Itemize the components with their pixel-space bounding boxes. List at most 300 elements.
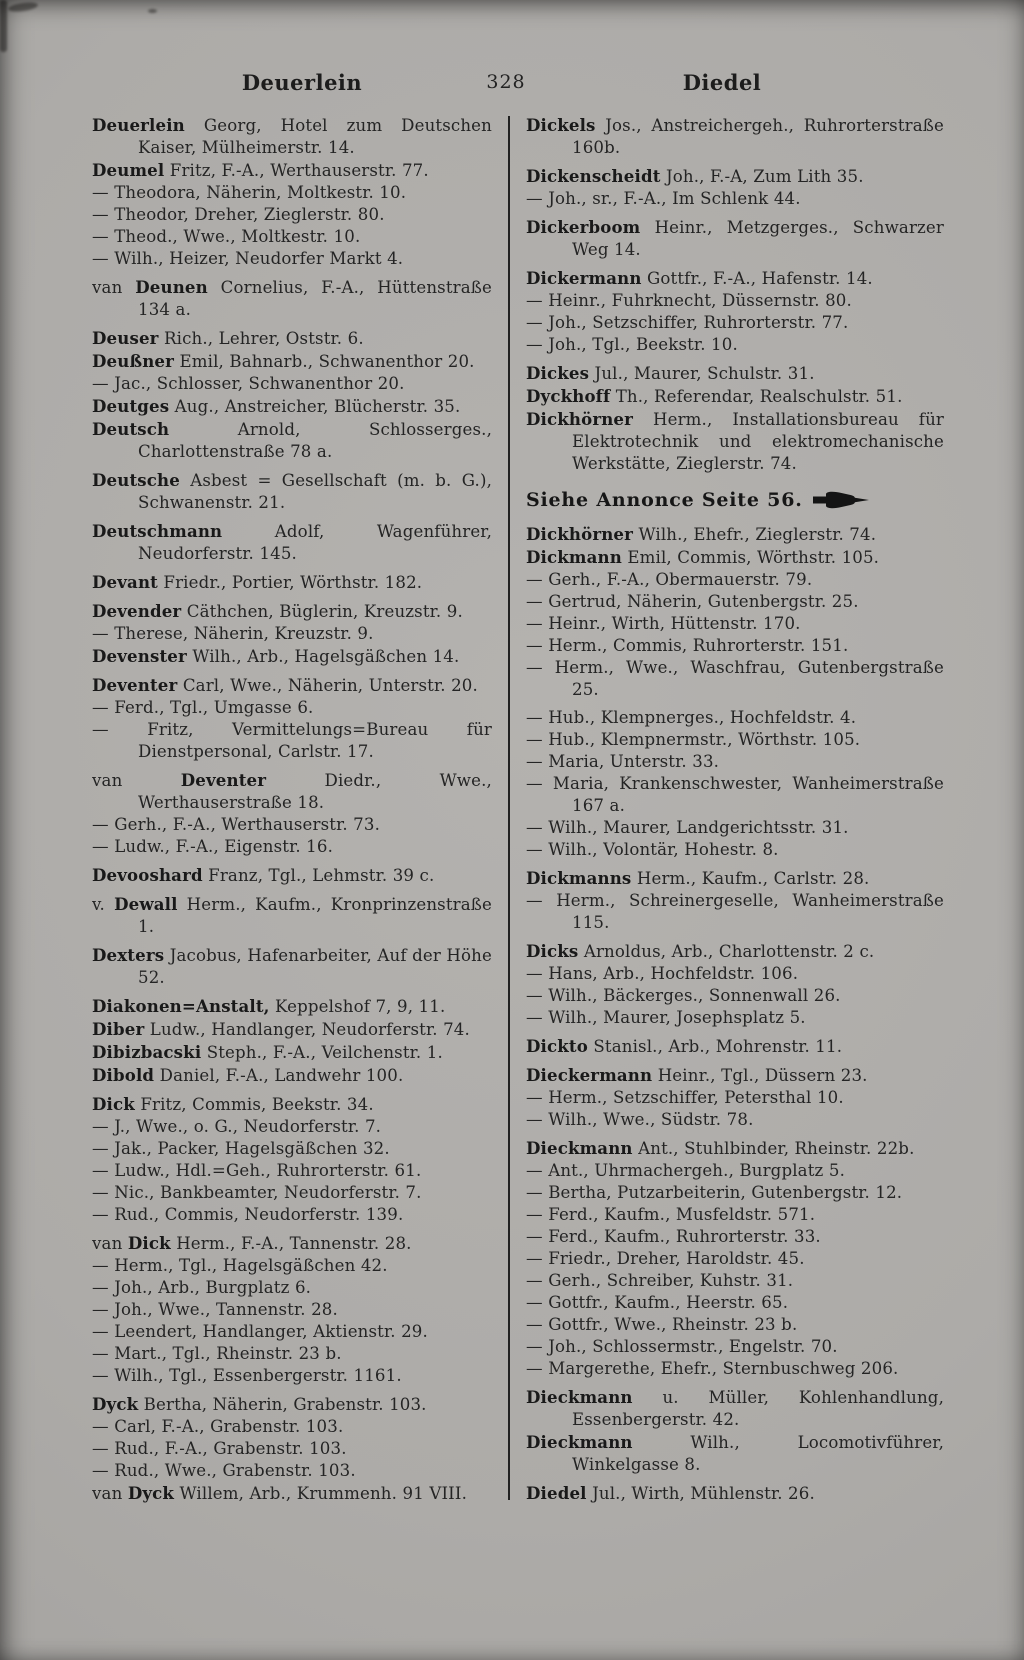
- directory-entry: [526, 839, 944, 861]
- entry-prefix: —: [92, 1205, 109, 1224]
- entry-prefix: —: [92, 698, 109, 717]
- entry-surname: Dick: [92, 1094, 135, 1114]
- directory-entry: [92, 520, 492, 565]
- entry-surname: Dickenscheidt: [526, 166, 661, 186]
- left-column: [92, 114, 492, 1506]
- directory-entry: [526, 1386, 944, 1431]
- directory-entry: [526, 188, 944, 210]
- entry-surname: Dickhörner: [526, 409, 634, 429]
- entry-details: Ludw., Hdl.=Geh., Ruhrorterstr. 61.: [114, 1161, 422, 1180]
- directory-entry: [92, 248, 492, 270]
- entry-prefix: —: [92, 720, 109, 739]
- entry-prefix: —: [92, 183, 109, 202]
- entry-details: Diedr., Wwe., Werthauserstraße 18.: [138, 771, 492, 812]
- directory-entry: [92, 114, 492, 159]
- entry-surname: Dibold: [92, 1065, 155, 1085]
- entry-prefix: —: [526, 1161, 543, 1180]
- entry-prefix: —: [92, 1322, 109, 1341]
- entry-details: Margerethe, Ehefr., Sternbuschweg 206.: [548, 1359, 899, 1378]
- entry-prefix: —: [526, 891, 543, 910]
- entry-surname: Dickerboom: [526, 217, 641, 237]
- entry-details: Joh., Setzschiffer, Ruhrorterstr. 77.: [548, 313, 849, 332]
- directory-entry: [92, 1416, 492, 1438]
- directory-entry: [92, 1232, 492, 1255]
- directory-entry: [526, 591, 944, 613]
- entry-surname: Dickhörner: [526, 524, 634, 544]
- entry-surname: Devooshard: [92, 865, 203, 885]
- entry-surname: Dickes: [526, 363, 590, 383]
- entry-details: Wilh., Volontär, Hohestr. 8.: [548, 840, 779, 859]
- directory-entry: [526, 613, 944, 635]
- directory-entry: [92, 159, 492, 182]
- scan-artifact: [8, 1, 39, 13]
- directory-entry: [526, 523, 944, 546]
- entry-prefix: —: [526, 313, 543, 332]
- directory-entry: [92, 373, 492, 395]
- entry-surname: Dibizbacski: [92, 1042, 202, 1062]
- entry-prefix: —: [92, 1366, 109, 1385]
- directory-columns: [0, 114, 1024, 1506]
- entry-prefix: —: [92, 1300, 109, 1319]
- entry-details: Mart., Tgl., Rheinstr. 23 b.: [114, 1344, 342, 1363]
- entry-details: Joh., F.-A, Zum Lith 35.: [665, 167, 864, 186]
- directory-entry: [526, 1007, 944, 1029]
- directory-entry: [92, 893, 492, 938]
- entry-details: Cäthchen, Büglerin, Kreuzstr. 9.: [186, 602, 463, 621]
- entry-surname: Diakonen=Anstalt,: [92, 996, 270, 1016]
- entry-details: Wilh., Bäckerges., Sonnenwall 26.: [548, 986, 841, 1005]
- entry-details: Bertha, Näherin, Grabenstr. 103.: [143, 1395, 427, 1414]
- entry-surname: Dicks: [526, 941, 579, 961]
- entry-prefix: —: [92, 1439, 109, 1458]
- entry-details: Asbest = Gesellschaft (m. b. G.), Schwanenstr. 21.: [138, 471, 492, 512]
- directory-entry: [92, 276, 492, 321]
- entry-details: Jul., Wirth, Mühlenstr. 26.: [592, 1484, 815, 1503]
- directory-entry: [92, 1343, 492, 1365]
- directory-entry: [92, 600, 492, 623]
- entry-surname: Dickmanns: [526, 868, 632, 888]
- entry-details: Herm., Schreinergeselle, Wanheimerstraße 115.: [556, 891, 944, 932]
- entry-surname: Diber: [92, 1019, 145, 1039]
- entry-prefix: —: [526, 774, 543, 793]
- entry-prefix: —: [92, 837, 109, 856]
- entry-details: Willem, Arb., Krummenh. 91 VIII.: [179, 1484, 468, 1503]
- entry-details: Ant., Uhrmachergeh., Burgplatz 5.: [548, 1161, 845, 1180]
- entry-details: Wilh., Maurer, Landgerichtsstr. 31.: [548, 818, 849, 837]
- directory-entry: [92, 1160, 492, 1182]
- entry-details: Maria, Unterstr. 33.: [548, 752, 720, 771]
- directory-entry: [92, 1321, 492, 1343]
- see-advert-text: Siehe Annonce Seite 56.: [526, 489, 803, 511]
- entry-details: Jos., Anstreichergeh., Ruhrorterstraße 160b.: [572, 116, 944, 157]
- entry-surname: Dickels: [526, 115, 596, 135]
- directory-entry: [526, 1109, 944, 1131]
- entry-prefix: —: [526, 1205, 543, 1224]
- entry-surname: Deuser: [92, 328, 159, 348]
- directory-entry: [526, 1182, 944, 1204]
- entry-details: Wilh., Heizer, Neudorfer Markt 4.: [114, 249, 404, 268]
- entry-prefix: —: [92, 1256, 109, 1275]
- entry-surname: Dickmann: [526, 547, 622, 567]
- entry-details: Ant., Stuhlbinder, Rheinstr. 22b.: [638, 1139, 915, 1158]
- entry-prefix: —: [526, 335, 543, 354]
- entry-details: Fritz, Commis, Beekstr. 34.: [140, 1095, 374, 1114]
- entry-details: Jak., Packer, Hagelsgäßchen 32.: [114, 1139, 390, 1158]
- entry-prefix: —: [526, 1183, 543, 1202]
- directory-entry: [92, 1093, 492, 1116]
- entry-prefix: —: [92, 1278, 109, 1297]
- header-right-keyword: Diedel: [682, 70, 762, 95]
- directory-entry: [92, 645, 492, 668]
- page-number: 328: [486, 71, 526, 93]
- directory-entry: [526, 985, 944, 1007]
- entry-prefix: —: [526, 570, 543, 589]
- entry-prefix: van: [92, 1234, 123, 1253]
- entry-details: Herm., Setzschiffer, Petersthal 10.: [548, 1088, 844, 1107]
- entry-prefix: —: [526, 986, 543, 1005]
- directory-entry: [92, 623, 492, 645]
- entry-surname: Dieckmann: [526, 1138, 633, 1158]
- directory-entry: [92, 350, 492, 373]
- directory-entry: [92, 1182, 492, 1204]
- entry-surname: Deutsch: [92, 419, 170, 439]
- entry-prefix: —: [526, 1249, 543, 1268]
- directory-entry: [92, 469, 492, 514]
- directory-entry: [526, 1336, 944, 1358]
- directory-entry: [92, 327, 492, 350]
- entry-details: Joh., Tgl., Beekstr. 10.: [548, 335, 738, 354]
- entry-details: Wilh., Tgl., Essenbergerstr. 1161.: [114, 1366, 402, 1385]
- directory-entry: [92, 204, 492, 226]
- entry-details: Hub., Klempnerges., Hochfeldstr. 4.: [548, 708, 857, 727]
- directory-entry: [92, 1116, 492, 1138]
- entry-prefix: —: [92, 249, 109, 268]
- entry-surname: Devant: [92, 572, 158, 592]
- directory-entry: [526, 817, 944, 839]
- entry-prefix: —: [92, 1161, 109, 1180]
- entry-details: Nic., Bankbeamter, Neudorferstr. 7.: [114, 1183, 422, 1202]
- entry-details: Gerh., F.-A., Obermauerstr. 79.: [548, 570, 813, 589]
- directory-entry: [526, 385, 944, 408]
- entry-details: Maria, Krankenschwester, Wanheimerstraße 167 a.: [552, 774, 944, 815]
- entry-details: Fritz, F.-A., Werthauserstr. 77.: [169, 161, 429, 180]
- entry-prefix: —: [526, 1088, 543, 1107]
- entry-details: Ferd., Tgl., Umgasse 6.: [114, 698, 314, 717]
- entry-surname: Diedel: [526, 1483, 587, 1503]
- entry-prefix: v.: [92, 895, 105, 914]
- entry-details: Wilh., Maurer, Josephsplatz 5.: [548, 1008, 806, 1027]
- entry-details: Friedr., Dreher, Haroldstr. 45.: [548, 1249, 805, 1268]
- entry-details: Stanisl., Arb., Mohrenstr. 11.: [593, 1037, 843, 1056]
- entry-details: Georg, Hotel zum Deutschen Kaiser, Mülheimerstr. 14.: [138, 116, 492, 157]
- entry-details: Carl, F.-A., Grabenstr. 103.: [114, 1417, 344, 1436]
- directory-entry: [526, 1035, 944, 1058]
- entry-prefix: —: [526, 1110, 543, 1129]
- entry-details: Ludw., Handlanger, Neudorferstr. 74.: [149, 1020, 470, 1039]
- directory-entry: [92, 395, 492, 418]
- directory-entry: [526, 940, 944, 963]
- directory-entry: [92, 719, 492, 763]
- entry-details: Wilh., Wwe., Südstr. 78.: [548, 1110, 754, 1129]
- directory-entry: [92, 571, 492, 594]
- directory-entry: [92, 1438, 492, 1460]
- entry-details: Heinr., Metzgerges., Schwarzer Weg 14.: [572, 218, 944, 259]
- entry-surname: Dewall: [114, 894, 178, 914]
- entry-details: Jacobus, Hafenarbeiter, Auf der Höhe 52.: [138, 946, 492, 987]
- directory-entry: [92, 1018, 492, 1041]
- entry-prefix: —: [526, 592, 543, 611]
- directory-entry: [92, 1138, 492, 1160]
- entry-details: Rich., Lehrer, Oststr. 6.: [164, 329, 364, 348]
- entry-surname: Dick: [127, 1233, 171, 1253]
- entry-prefix: —: [526, 1227, 543, 1246]
- directory-entry: [92, 1204, 492, 1226]
- directory-entry: [92, 226, 492, 248]
- directory-entry: [526, 1226, 944, 1248]
- entry-details: Emil, Commis, Wörthstr. 105.: [627, 548, 880, 567]
- directory-entry: [526, 408, 944, 475]
- manicule-icon: [813, 491, 869, 509]
- entry-prefix: —: [526, 614, 543, 633]
- scan-artifact: [148, 9, 157, 13]
- entry-prefix: —: [92, 1139, 109, 1158]
- directory-entry: [526, 546, 944, 569]
- directory-entry: [526, 1358, 944, 1380]
- entry-details: Rud., Wwe., Grabenstr. 103.: [114, 1461, 356, 1480]
- directory-entry: [92, 418, 492, 463]
- entry-prefix: —: [92, 1344, 109, 1363]
- directory-entry: [526, 1292, 944, 1314]
- directory-entry: [526, 867, 944, 890]
- directory-entry: [92, 1299, 492, 1321]
- entry-surname: Dieckmann: [526, 1432, 633, 1452]
- entry-surname: Dyck: [92, 1394, 139, 1414]
- directory-entry: [92, 1460, 492, 1482]
- entry-surname: Deutsche: [92, 470, 180, 490]
- entry-details: Keppelshof 7, 9, 11.: [275, 997, 446, 1016]
- entry-details: Cornelius, F.-A., Hüttenstraße 134 a.: [138, 278, 492, 319]
- entry-surname: Dexters: [92, 945, 165, 965]
- directory-entry: [92, 814, 492, 836]
- entry-prefix: —: [526, 1271, 543, 1290]
- entry-details: Herm., Wwe., Waschfrau, Gutenbergstraße 25.: [554, 658, 944, 699]
- directory-entry: [526, 635, 944, 657]
- entry-prefix: —: [526, 1293, 543, 1312]
- entry-prefix: —: [526, 752, 543, 771]
- directory-entry: [526, 362, 944, 385]
- directory-entry: [526, 773, 944, 817]
- entry-details: Rud., Commis, Neudorferstr. 139.: [114, 1205, 404, 1224]
- directory-entry: [92, 1277, 492, 1299]
- directory-entry: [526, 114, 944, 159]
- entry-details: Ferd., Kaufm., Musfeldstr. 571.: [548, 1205, 816, 1224]
- entry-details: Heinr., Fuhrknecht, Düssernstr. 80.: [548, 291, 852, 310]
- entry-prefix: —: [92, 1183, 109, 1202]
- directory-entry: [526, 334, 944, 356]
- entry-surname: Deuerlein: [92, 115, 185, 135]
- entry-details: Gottfr., F.-A., Hafenstr. 14.: [646, 269, 873, 288]
- directory-entry: [526, 1087, 944, 1109]
- entry-details: Daniel, F.-A., Landwehr 100.: [159, 1066, 404, 1085]
- directory-entry: [526, 707, 944, 729]
- directory-entry: [92, 769, 492, 814]
- entry-details: Franz, Tgl., Lehmstr. 39 c.: [208, 866, 435, 885]
- entry-prefix: —: [92, 1461, 109, 1480]
- entry-prefix: —: [526, 730, 543, 749]
- entry-details: Gertrud, Näherin, Gutenbergstr. 25.: [548, 592, 859, 611]
- entry-details: Fritz, Vermittelungs=Bureau für Dienstpersonal, Carlstr. 17.: [138, 720, 492, 761]
- entry-prefix: —: [526, 964, 543, 983]
- column-divider: [508, 116, 510, 1500]
- directory-entry: [526, 1314, 944, 1336]
- entry-details: Heinr., Tgl., Düssern 23.: [657, 1066, 868, 1085]
- entry-surname: Deunen: [135, 277, 208, 297]
- entry-surname: Deußner: [92, 351, 175, 371]
- entry-details: Joh., Arb., Burgplatz 6.: [114, 1278, 312, 1297]
- entry-details: J., Wwe., o. G., Neudorferstr. 7.: [114, 1117, 382, 1136]
- entry-details: Theodora, Näherin, Moltkestr. 10.: [114, 183, 407, 202]
- directory-entry: [526, 890, 944, 934]
- directory-entry: [526, 1482, 944, 1505]
- directory-entry: [92, 1482, 492, 1505]
- entry-details: Wilh., Arb., Hagelsgäßchen 14.: [192, 647, 460, 666]
- directory-entry: [526, 312, 944, 334]
- directory-entry: [526, 1270, 944, 1292]
- header-left-keyword: Deuerlein: [241, 70, 363, 95]
- entry-details: Herm., Kaufm., Carlstr. 28.: [636, 869, 870, 888]
- directory-entry: [526, 963, 944, 985]
- directory-entry: [92, 995, 492, 1018]
- entry-prefix: —: [92, 374, 109, 393]
- directory-entry: [92, 1393, 492, 1416]
- directory-entry: [526, 729, 944, 751]
- entry-surname: Devender: [92, 601, 182, 621]
- entry-details: Heinr., Wirth, Hüttenstr. 170.: [548, 614, 801, 633]
- entry-prefix: —: [92, 815, 109, 834]
- entry-prefix: —: [526, 189, 543, 208]
- entry-prefix: —: [92, 1417, 109, 1436]
- entry-details: Jac., Schlosser, Schwanenthor 20.: [114, 374, 405, 393]
- entry-details: Therese, Näherin, Kreuzstr. 9.: [114, 624, 374, 643]
- directory-entry: [92, 674, 492, 697]
- entry-details: Hub., Klempnermstr., Wörthstr. 105.: [548, 730, 861, 749]
- entry-details: Adolf, Wagenführer, Neudorferstr. 145.: [138, 522, 492, 563]
- directory-entry: [526, 657, 944, 701]
- directory-entry: [92, 944, 492, 989]
- entry-surname: Dieckmann: [526, 1387, 633, 1407]
- entry-details: Ferd., Kaufm., Ruhrorterstr. 33.: [548, 1227, 821, 1246]
- entry-prefix: —: [92, 1117, 109, 1136]
- entry-details: Gerh., Schreiber, Kuhstr. 31.: [548, 1271, 794, 1290]
- entry-details: Herm., Kaufm., Kronprinzenstraße 1.: [138, 895, 492, 936]
- entry-surname: Dyck: [127, 1483, 175, 1503]
- entry-details: Bertha, Putzarbeiterin, Gutenbergstr. 12.: [548, 1183, 903, 1202]
- entry-prefix: van: [92, 771, 123, 790]
- entry-details: Arnoldus, Arb., Charlottenstr. 2 c.: [583, 942, 875, 961]
- directory-entry: [526, 1204, 944, 1226]
- entry-prefix: —: [526, 291, 543, 310]
- entry-details: Gerh., F.-A., Werthauserstr. 73.: [114, 815, 381, 834]
- directory-entry: [526, 165, 944, 188]
- directory-entry: [92, 836, 492, 858]
- entry-prefix: van: [92, 278, 123, 297]
- entry-surname: Deutschmann: [92, 521, 223, 541]
- entry-details: Th., Referendar, Realschulstr. 51.: [615, 387, 903, 406]
- entry-details: u. Müller, Kohlenhandlung, Essenbergerstr. 42.: [572, 1388, 944, 1429]
- entry-prefix: —: [526, 1008, 543, 1027]
- directory-entry: [526, 1137, 944, 1160]
- directory-entry: [526, 1160, 944, 1182]
- entry-surname: Dickermann: [526, 268, 642, 288]
- entry-details: Rud., F.-A., Grabenstr. 103.: [114, 1439, 347, 1458]
- entry-details: Wilh., Locomotivführer, Winkelgasse 8.: [572, 1433, 944, 1474]
- entry-details: Aug., Anstreicher, Blücherstr. 35.: [174, 397, 461, 416]
- directory-entry: [526, 290, 944, 312]
- entry-details: Joh., Schlossermstr., Engelstr. 70.: [548, 1337, 838, 1356]
- entry-details: Herm., Tgl., Hagelsgäßchen 42.: [114, 1256, 388, 1275]
- entry-details: Wilh., Ehefr., Zieglerstr. 74.: [638, 525, 877, 544]
- entry-prefix: —: [526, 1359, 543, 1378]
- page-header: [0, 70, 1024, 98]
- entry-details: Herm., F.-A., Tannenstr. 28.: [176, 1234, 412, 1253]
- entry-details: Ludw., F.-A., Eigenstr. 16.: [114, 837, 334, 856]
- entry-prefix: —: [526, 840, 543, 859]
- entry-details: Jul., Maurer, Schulstr. 31.: [594, 364, 815, 383]
- entry-details: Herm., Installationsbureau für Elektrotechnik und elektromechanische Werkstätte, Zieglerstr. 74.: [572, 410, 944, 473]
- entry-details: Herm., Commis, Ruhrorterstr. 151.: [548, 636, 849, 655]
- entry-details: Emil, Bahnarb., Schwanenthor 20.: [179, 352, 475, 371]
- entry-details: Friedr., Portier, Wörthstr. 182.: [163, 573, 423, 592]
- entry-prefix: —: [526, 658, 543, 677]
- entry-details: Arnold, Schlosserges., Charlottenstraße 78 a.: [138, 420, 492, 461]
- entry-details: Hans, Arb., Hochfeldstr. 106.: [548, 964, 799, 983]
- entry-prefix: —: [526, 708, 543, 727]
- entry-surname: Deutges: [92, 396, 170, 416]
- entry-surname: Dieckermann: [526, 1065, 653, 1085]
- entry-prefix: van: [92, 1484, 123, 1503]
- entry-details: Joh., Wwe., Tannenstr. 28.: [114, 1300, 338, 1319]
- entry-details: Leendert, Handlanger, Aktienstr. 29.: [114, 1322, 428, 1341]
- entry-surname: Deumel: [92, 160, 165, 180]
- entry-details: Steph., F.-A., Veilchenstr. 1.: [206, 1043, 443, 1062]
- entry-prefix: —: [526, 1315, 543, 1334]
- directory-entry: [92, 697, 492, 719]
- entry-details: Carl, Wwe., Näherin, Unterstr. 20.: [182, 676, 478, 695]
- right-column: [526, 114, 944, 1506]
- directory-entry: [92, 1064, 492, 1087]
- directory-entry: [526, 751, 944, 773]
- directory-entry: [92, 864, 492, 887]
- entry-prefix: —: [92, 205, 109, 224]
- entry-prefix: —: [526, 818, 543, 837]
- directory-entry: [526, 267, 944, 290]
- directory-entry: [526, 569, 944, 591]
- entry-details: Theodor, Dreher, Zieglerstr. 80.: [114, 205, 385, 224]
- entry-surname: Deventer: [92, 675, 178, 695]
- entry-prefix: —: [92, 624, 109, 643]
- entry-prefix: —: [92, 227, 109, 246]
- directory-entry: [92, 182, 492, 204]
- directory-entry: [526, 1064, 944, 1087]
- directory-entry: [526, 216, 944, 261]
- directory-entry: [92, 1041, 492, 1064]
- entry-details: Joh., sr., F.-A., Im Schlenk 44.: [548, 189, 801, 208]
- entry-surname: Dyckhoff: [526, 386, 611, 406]
- scan-artifact: [0, 0, 7, 52]
- entry-details: Gottfr., Wwe., Rheinstr. 23 b.: [548, 1315, 798, 1334]
- directory-entry: [92, 1365, 492, 1387]
- entry-surname: Deventer: [180, 770, 267, 790]
